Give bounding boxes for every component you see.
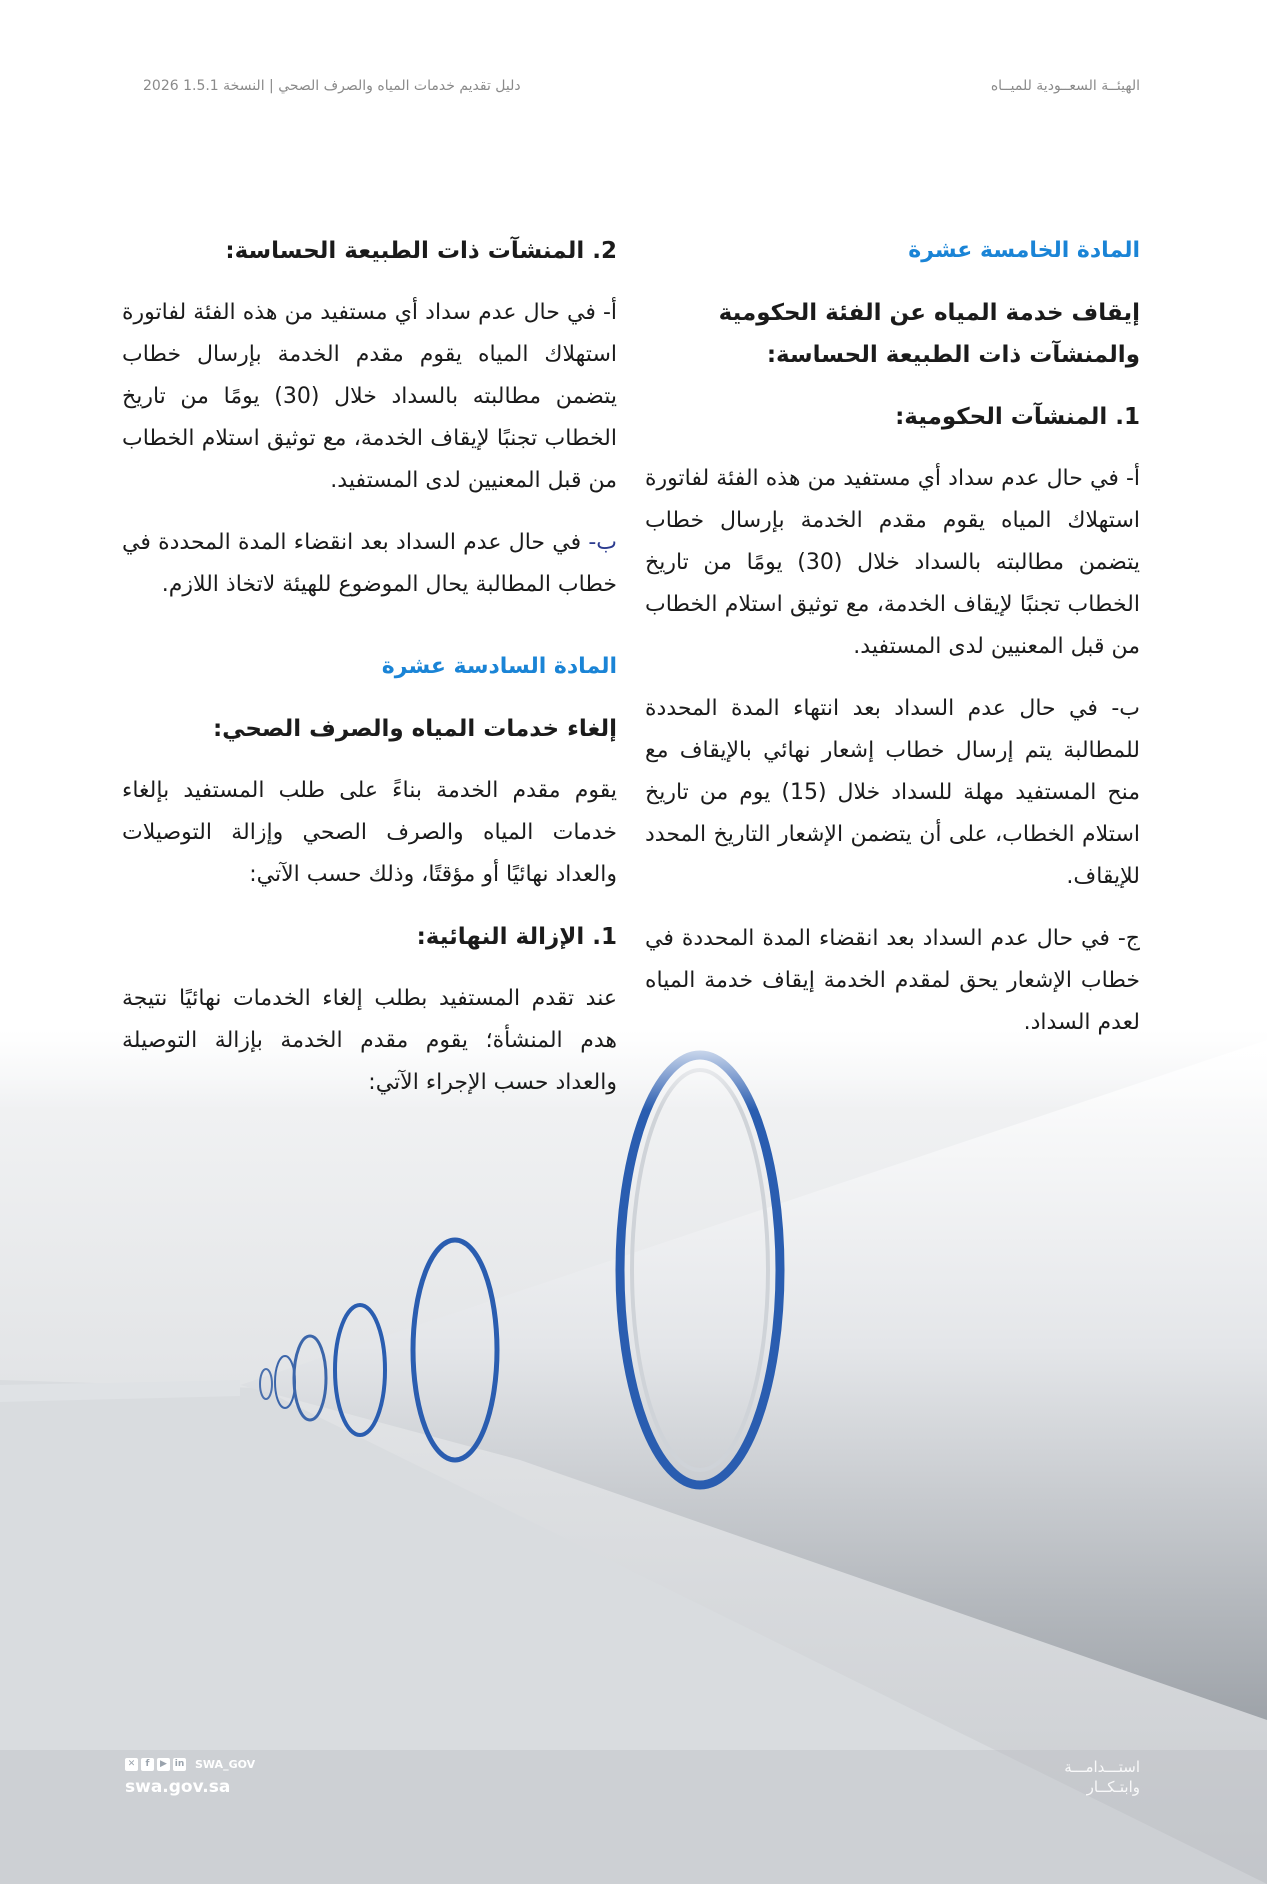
sensitive-para-a: أ- في حال عدم سداد أي مستفيد من هذه الفئة لفاتورة استهلاك المياه يقوم مقدم الخدمة بإرسال خطاب يتضمن مطالبته بالسداد خلال (30) يومًا من تاريخ الخطاب تجنبًا لإيقاف الخدمة، مع توثيق استلام الخطاب من قبل المعنيين لدى المستفيد. xyxy=(122,300,617,493)
final-removal-subheading: 1. الإزالة النهائية: xyxy=(416,924,617,950)
sensitive-facilities-subheading: 2. المنشآت ذات الطبيعة الحساسة: xyxy=(225,238,617,264)
slogan-line-2: وابتـكــار xyxy=(1086,1778,1140,1796)
youtube-icon[interactable]: ▶ xyxy=(157,1758,170,1771)
document-title: دليل تقديم خدمات المياه والصرف الصحي | النسخة 1.5.1 2026 xyxy=(143,78,521,94)
linkedin-icon[interactable]: in xyxy=(174,1759,185,1769)
page-header xyxy=(143,78,1140,100)
government-para-c: ج- في حال عدم السداد بعد انقضاء المدة المحددة في خطاب الإشعار يحق لمقدم الخدمة إيقاف خدمة المياه لعدم السداد. xyxy=(645,926,1140,1035)
left-column xyxy=(122,230,617,1104)
article-16-intro: يقوم مقدم الخدمة بناءً على طلب المستفيد بإلغاء خدمات المياه والصرف الصحي وإزالة التوصيلات والعداد نهائيًا أو مؤقتًا، وذلك حسب الآتي: xyxy=(122,778,617,887)
pipeline-photo xyxy=(0,1030,1267,1884)
sensitive-para-b xyxy=(122,522,617,606)
website-link[interactable]: swa.gov.sa xyxy=(125,1777,231,1797)
slogan xyxy=(1064,1757,1140,1797)
article-16-heading: إلغاء خدمات المياه والصرف الصحي: xyxy=(212,716,617,742)
final-removal-para: عند تقدم المستفيد بطلب إلغاء الخدمات نهائيًا نتيجة هدم المنشأة؛ يقوم مقدم الخدمة بإزالة التوصيلة والعداد حسب الإجراء الآتي: xyxy=(122,986,617,1095)
social-links xyxy=(125,1758,255,1771)
article-16-title: المادة السادسة عشرة xyxy=(381,654,617,679)
facebook-icon[interactable]: f xyxy=(141,1758,154,1771)
social-handle[interactable]: SWA_GOV xyxy=(195,1758,256,1771)
slogan-line-1: استـــدامـــة xyxy=(1064,1758,1140,1776)
para-b-marker: ب- xyxy=(588,530,617,555)
article-15-title: المادة الخامسة عشرة xyxy=(908,238,1140,263)
organization-name: الهيئــة السعــودية للميــاه xyxy=(990,78,1140,94)
sensitive-para-b-text: في حال عدم السداد بعد انقضاء المدة المحددة في خطاب المطالبة يحال الموضوع للهيئة لاتخاذ اللازم. xyxy=(122,530,617,597)
government-para-b: ب- في حال عدم السداد بعد انتهاء المدة المحددة للمطالبة يتم إرسال خطاب إشعار نهائي بالإيقاف مع منح المستفيد مهلة للسداد خلال (15) يوم من تاريخ استلام الخطاب، على أن يتضمن الإشعار التاريخ المحدد للإيقاف. xyxy=(645,696,1140,889)
x-icon[interactable]: ✕ xyxy=(125,1758,138,1771)
government-para-a: أ- في حال عدم سداد أي مستفيد من هذه الفئة لفاتورة استهلاك المياه يقوم مقدم الخدمة بإرسال خطاب يتضمن مطالبته بالسداد خلال (30) يومًا من تاريخ الخطاب تجنبًا لإيقاف الخدمة، مع توثيق استلام الخطاب من قبل المعنيين لدى المستفيد. xyxy=(645,466,1140,659)
right-column xyxy=(645,230,1140,1044)
government-facilities-subheading: 1. المنشآت الحكومية: xyxy=(895,404,1140,430)
article-15-heading: إيقاف خدمة المياه عن الفئة الحكومية والمنشآت ذات الطبيعة الحساسة: xyxy=(718,300,1140,368)
